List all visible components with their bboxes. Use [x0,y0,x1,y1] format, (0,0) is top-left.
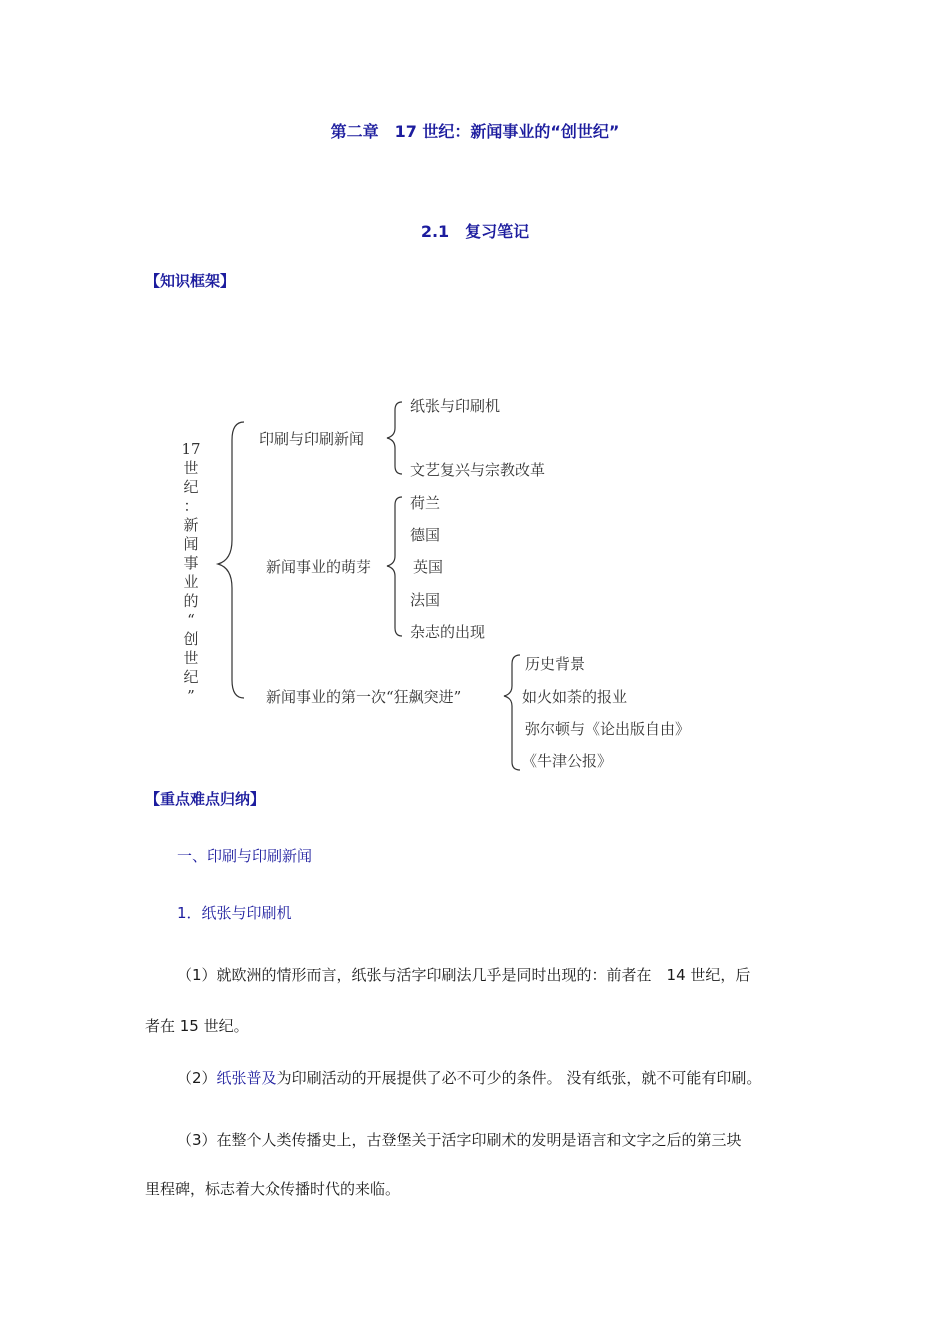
paragraph-1-line-2: 者在 15 世纪。 [145,1017,249,1035]
knowledge-framework-label: 【知识框架】 [145,272,236,290]
node-oxford-gazette: 《牛津公报》 [522,752,613,770]
node-france: 法国 [410,591,441,609]
brace-printing [387,402,402,474]
node-press-boom: 如火如荼的报业 [522,688,628,706]
brace-storm [504,655,520,770]
heading-printing: 一、印刷与印刷新闻 [177,847,313,865]
paragraph-1-line-1: （1）就欧洲的情形而言，纸张与活字印刷法几乎是同时出现的：前者在 14 世纪，后 [177,966,751,984]
node-milton: 弥尔顿与《论出版自由》 [525,720,691,738]
heading-paper-press: 1．纸张与印刷机 [177,904,292,922]
node-netherlands: 荷兰 [410,494,441,512]
chapter-title: 第二章 17 世纪：新闻事业的“创世纪” [330,122,620,141]
main-brace [218,422,244,698]
brace-germination [387,497,402,636]
paragraph-3-line-2: 里程碑，标志着大众传播时代的来临。 [145,1180,401,1198]
diagram-root-vertical-title: 17 世 纪 ： 新 闻 事 业 的 “ 创 世 纪 ” [181,440,201,705]
node-renaissance: 文艺复兴与宗教改革 [410,461,546,479]
node-background: 历史背景 [525,655,586,673]
paragraph-3-line-1: （3）在整个人类传播史上，古登堡关于活字印刷术的发明是语言和文字之后的第三块 [177,1131,742,1149]
node-england: 英国 [413,558,444,576]
paragraph-2 [177,1067,761,1088]
paragraph-2-rest: 为印刷活动的开展提供了必不可少的条件。 没有纸张，就不可能有印刷。 [276,1069,762,1087]
paper-popularization-link[interactable]: 纸张普及 [216,1069,277,1087]
branch-storm-label: 新闻事业的第一次“狂飙突进” [266,688,462,706]
node-germany: 德国 [410,526,441,544]
section-title: 2.1 复习笔记 [420,222,530,241]
branch-printing-label: 印刷与印刷新闻 [259,430,365,448]
branch-germination-label: 新闻事业的萌芽 [266,558,372,576]
paragraph-2-prefix: （2） [177,1069,217,1087]
node-paper-press: 纸张与印刷机 [410,397,501,415]
node-magazine: 杂志的出现 [410,623,486,641]
keypoints-label: 【重点难点归纳】 [145,790,266,808]
